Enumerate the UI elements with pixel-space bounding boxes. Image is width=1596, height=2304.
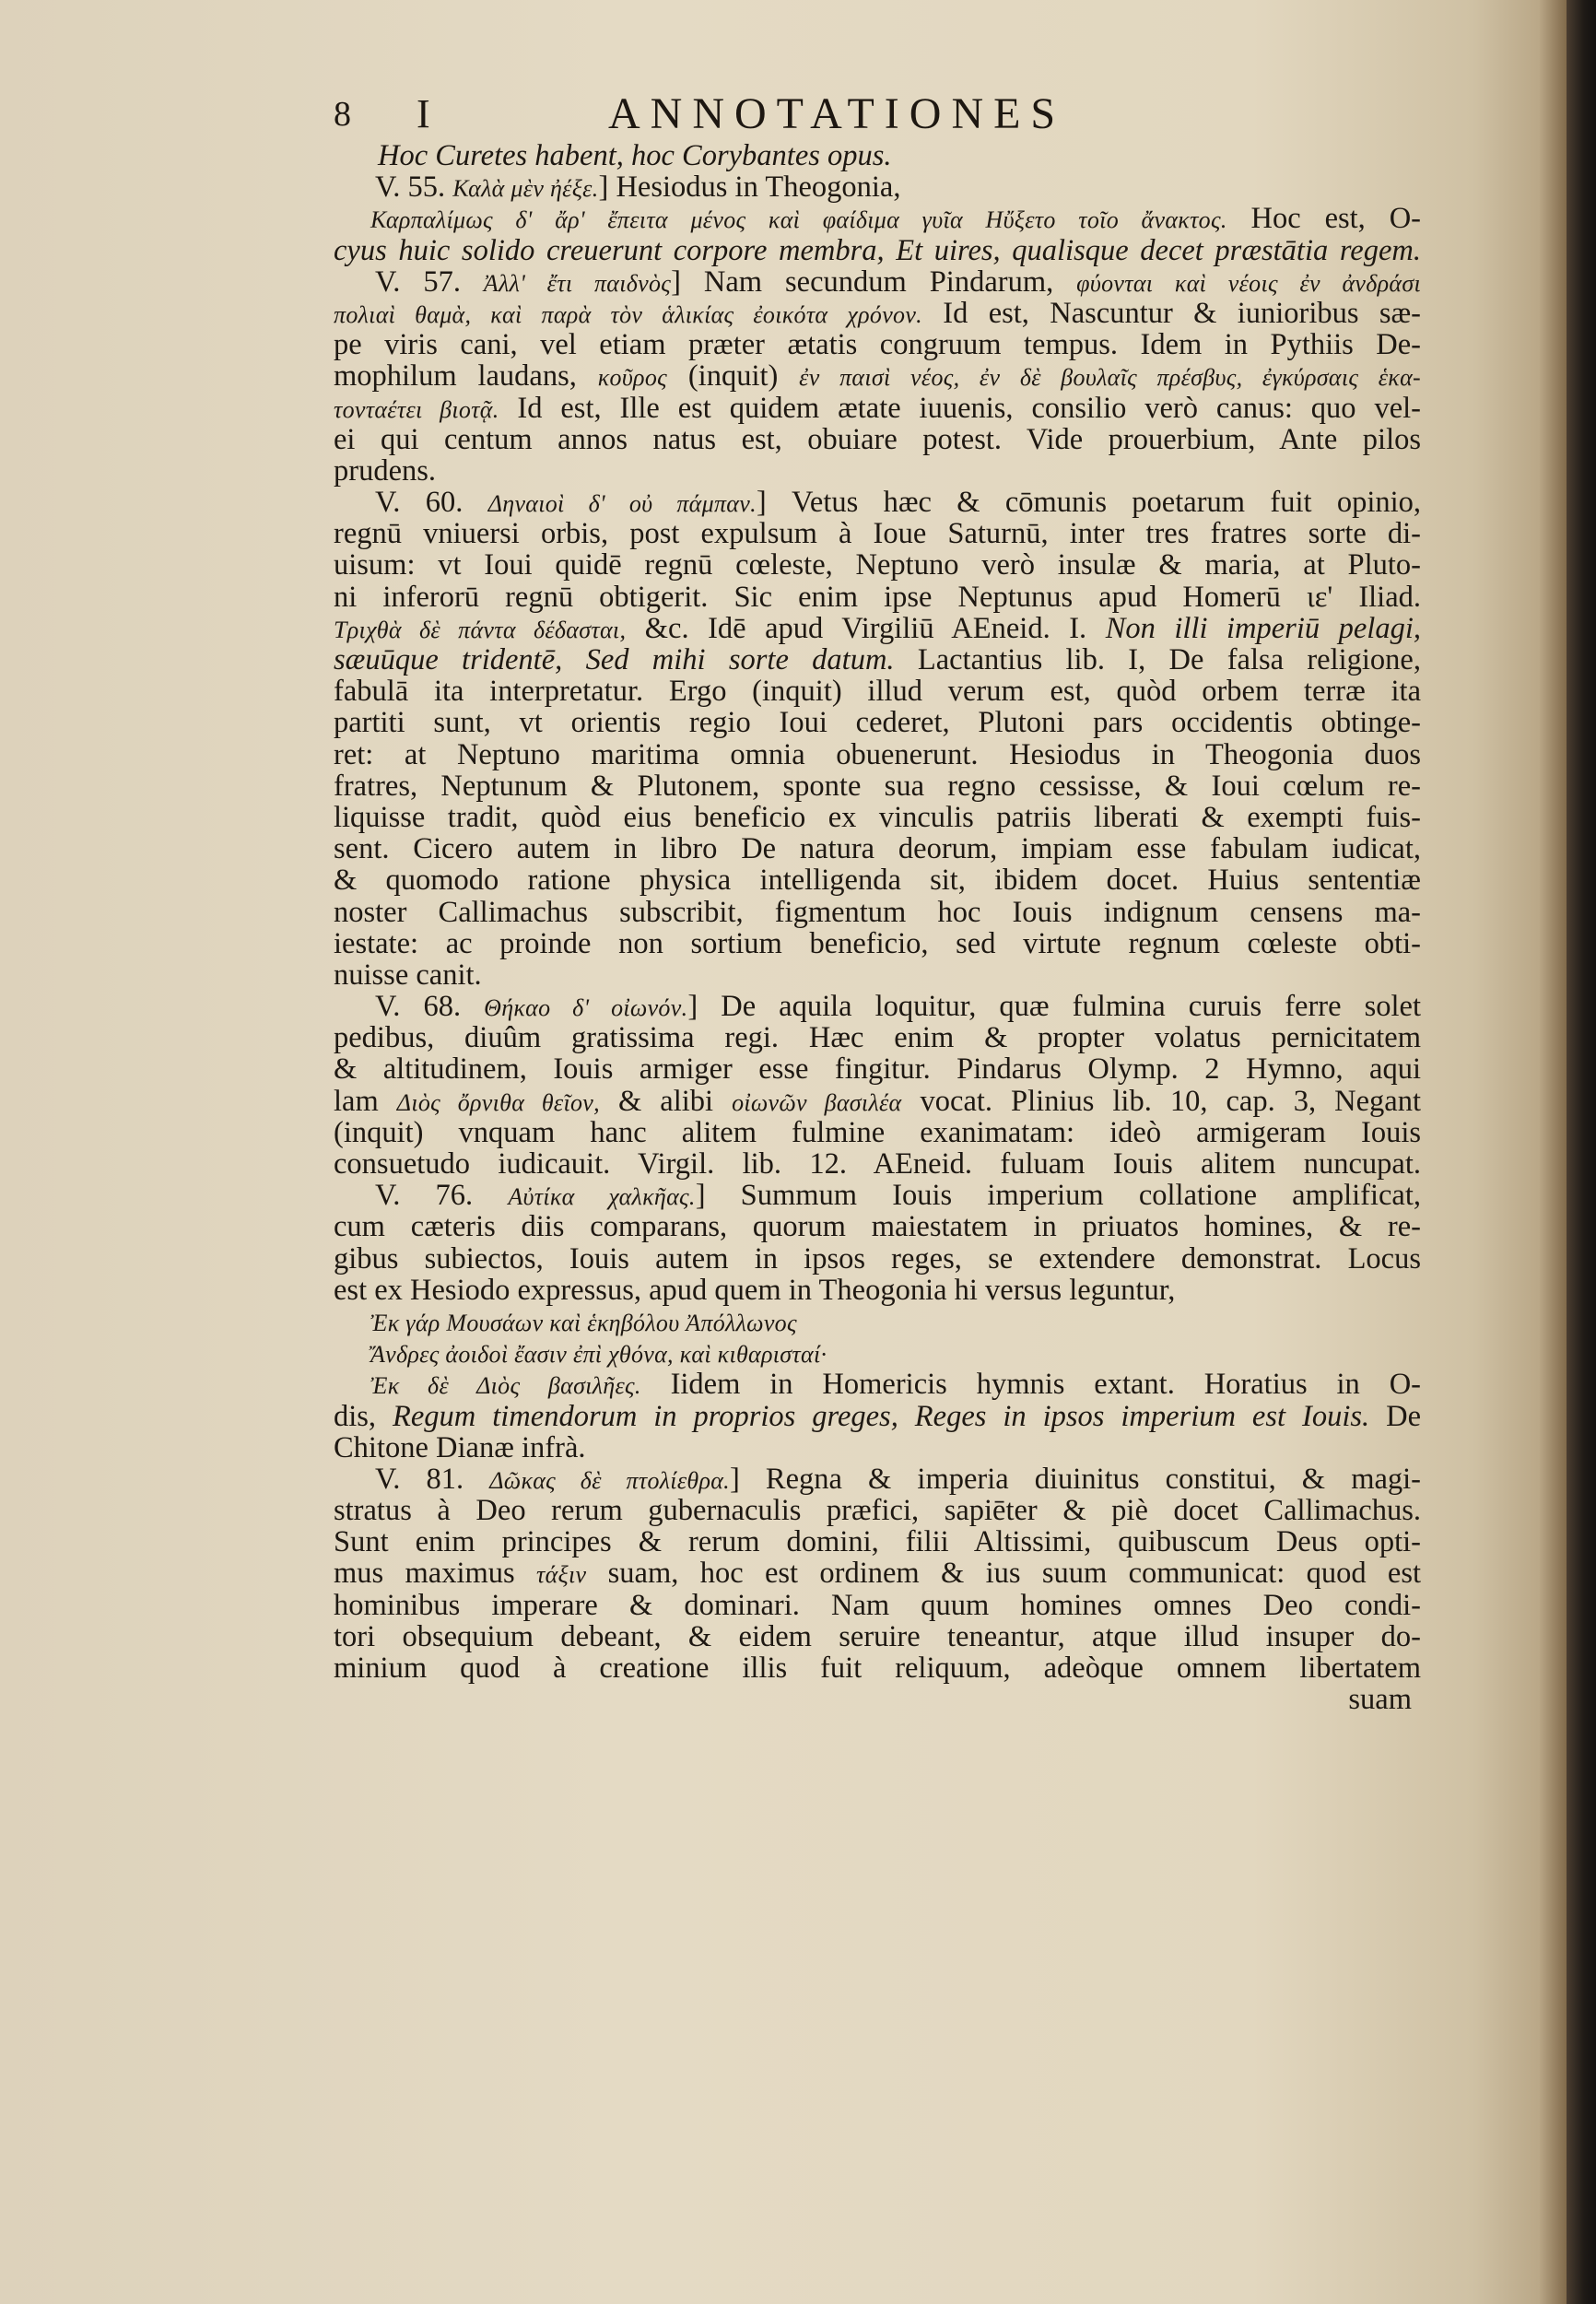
latin-text: ] Nam secundum Pindarum, (671, 264, 1077, 299)
latin-text: noster Callimachus subscribit, figmentum hoc Iouis indignum censens ma- (334, 895, 1421, 929)
latin-text: uisum: vt Ioui quidē regnū cœleste, Neptuno verò insulæ & maria, at Pluto- (334, 548, 1421, 582)
latin-text: minium quod à creatione illis fuit reliquum, adeòque omnem libertatem (334, 1652, 1421, 1685)
text-line (334, 1211, 1421, 1242)
text-line (334, 235, 1421, 266)
text-line (334, 1275, 1421, 1306)
text-line (334, 298, 1421, 329)
latin-italic-text: sæuūque tridentē, Sed mihi sorte datum. (334, 643, 895, 676)
text-line (334, 393, 1421, 424)
greek-text: Δῶκας δὲ πτολίεθρα. (489, 1466, 730, 1494)
text-line (334, 1464, 1421, 1495)
text-line (334, 1022, 1421, 1053)
text-line (334, 487, 1421, 518)
latin-text: fabulā ita interpretatur. Ergo (inquit) illud verum est, quòd orbem terræ ita (334, 675, 1421, 709)
text-line (334, 582, 1421, 613)
latin-text: Id est, Ille est quidem ætate iuuenis, consilio verò canus: quo vel- (499, 391, 1421, 425)
text-line (334, 833, 1421, 864)
latin-italic-text: cyus huic solido creuerunt corpore membra, Et uires, qualisque decet præstātia regem. (334, 233, 1421, 267)
text-line (334, 1243, 1421, 1275)
text-line (334, 1148, 1421, 1180)
latin-text: stratus à Deo rerum gubernaculis præfici, sapiēter & piè docet Callimachus. (334, 1494, 1421, 1528)
text-line (334, 928, 1421, 959)
text-line (334, 1369, 1421, 1400)
latin-text: mus maximus (334, 1557, 536, 1591)
text-line (334, 802, 1421, 833)
greek-text: ἐν παισὶ νέος, ἐν δὲ βουλαῖς πρέσβυς, ἐγκύρσαις ἑκα- (799, 364, 1421, 392)
page-edge (1567, 0, 1596, 2304)
text-line (334, 1621, 1421, 1652)
greek-text: τονταέτει βιοτᾷ. (334, 395, 499, 423)
text-line (334, 707, 1421, 738)
catchword: suam (1348, 1683, 1412, 1717)
latin-text: Hoc est, O- (1226, 202, 1422, 236)
latin-text: pedibus, diuûm gratissima regi. Hæc enim & propter volatus pernicitatem (334, 1021, 1421, 1055)
text-line (334, 455, 1421, 487)
latin-text: ] De aquila loquitur, quæ fulmina curuis ferre solet (687, 990, 1421, 1024)
greek-text: Θήκαο δ' οἰωνόν. (484, 994, 688, 1022)
latin-text: ] Vetus hæc & cōmunis poetarum fuit opinio, (756, 486, 1422, 520)
greek-text: Ἀλλ' ἔτι παιδνὸς (483, 269, 672, 297)
latin-text: V. 57. (375, 264, 484, 299)
latin-text: &c. Idē apud Virgiliū AEneid. I. (626, 611, 1106, 645)
latin-text: pe viris cani, vel etiam præter ætatis congruum tempus. Idem in Pythiis De- (334, 328, 1421, 362)
latin-text: liquisse tradit, quòd eius beneficio ex vinculis patriis liberati & exempti fuis- (334, 800, 1421, 834)
latin-text: ] Regna & imperia diuinitus constitui, & magi- (729, 1462, 1421, 1496)
latin-text: (inquit) (666, 359, 800, 394)
latin-italic-text: Regum timendorum in proprios greges, (393, 1399, 898, 1433)
latin-italic-text: Reges in ipsos imperium est Iouis. (914, 1399, 1370, 1433)
latin-text: ] Hesiodus in Theogonia, (598, 170, 901, 205)
latin-text: & alibi (599, 1084, 733, 1118)
text-line (334, 1180, 1421, 1211)
latin-text: hominibus imperare & dominari. Nam quum homines omnes Deo condi- (334, 1588, 1421, 1622)
catchword-line (334, 1684, 1421, 1715)
text-line (334, 549, 1421, 581)
text-line (334, 1053, 1421, 1085)
text-line (334, 1558, 1421, 1589)
greek-text: Διὸς ὄρνιθα θεῖον, (396, 1088, 600, 1116)
text-line (334, 1652, 1421, 1684)
latin-text: suam, hoc est ordinem & ius suum communicat: quod est (586, 1557, 1421, 1591)
latin-text: V. 55. (375, 170, 453, 205)
text-line (334, 959, 1421, 991)
text-line (334, 739, 1421, 770)
text-line (334, 644, 1421, 676)
greek-text: Ἄνδρες ἀοιδοὶ ἔασιν ἐπὶ χθόνα, καὶ κιθαρισταί· (370, 1341, 827, 1369)
text-line (334, 1432, 1421, 1464)
text-line (334, 1086, 1421, 1117)
greek-text: πολιαὶ θαμὰ, καὶ παρὰ τὸν ἁλικίας ἐοικότα χρόνον. (334, 300, 922, 328)
latin-text: fratres, Neptunum & Plutonem, sponte sua regno cessisse, & Ioui cœlum re- (334, 769, 1421, 803)
latin-text (898, 1400, 915, 1433)
running-title: ANNOTATIONES (608, 89, 1066, 138)
latin-text: gibus subiectos, Iouis autem in ipsos reges, se extendere demonstrat. Locus (334, 1241, 1421, 1275)
text-line (334, 1306, 1421, 1337)
greek-text: φύονται καὶ νέοις ἐν ἀνδράσι (1076, 269, 1421, 297)
text-line (334, 770, 1421, 802)
text-line (334, 897, 1421, 928)
latin-text: mophilum laudans, (334, 359, 598, 394)
latin-text: nuisse canit. (334, 958, 482, 992)
latin-text: consuetudo iudicauit. Virgil. lib. 12. AEneid. fuluam Iouis alitem nuncupat. (334, 1147, 1421, 1181)
latin-text: iestate: ac proinde non sortium beneficio, sed virtute regnum cœleste obti- (334, 926, 1421, 960)
latin-text: ni inferorū regnū obtigerit. Sic enim ipse Neptunus apud Homerū ιε' Iliad. (334, 580, 1421, 614)
greek-text: Καλὰ μὲν ἠέξε. (452, 175, 599, 203)
latin-text: Chitone Dianæ infrà. (334, 1430, 586, 1464)
latin-text: V. 76. (375, 1179, 509, 1213)
latin-text: lam (334, 1084, 397, 1118)
text-line (334, 360, 1421, 392)
text-line (334, 266, 1421, 298)
latin-text: & altitudinem, Iouis armiger esse fingitur. Pindarus Olymp. 2 Hymno, aqui (334, 1052, 1421, 1087)
text-line (334, 1590, 1421, 1621)
latin-text: prudens. (334, 453, 437, 488)
greek-text: τάξιν (535, 1561, 587, 1589)
latin-text: & quomodo ratione physica intelligenda sit, ibidem docet. Huius sententiæ (334, 864, 1421, 898)
latin-text: sent. Cicero autem in libro De natura deorum, impiam esse fabulam iudicat, (334, 832, 1421, 866)
body-text (334, 140, 1421, 1715)
text-line (334, 864, 1421, 896)
latin-text: tori obsequium debeant, & eidem seruire teneantur, atque illud insuper do- (334, 1619, 1421, 1653)
latin-text: Id est, Nascuntur & iunioribus sæ- (921, 296, 1421, 330)
latin-text: cum cæteris diis comparans, quorum maiestatem in priuatos homines, & re- (334, 1210, 1421, 1244)
latin-text: (inquit) vnquam hanc alitem fulmine exanimatam: ideò armigeram Iouis (334, 1115, 1421, 1149)
greek-text: Ἐκ δὲ Διὸς βασιλῆες. (370, 1372, 641, 1400)
text-line (334, 991, 1421, 1022)
greek-text: κοῦρος (597, 364, 667, 392)
greek-text: Τριχθὰ δὲ πάντα δέδασται, (334, 616, 627, 643)
margin-mark: I (417, 91, 430, 136)
latin-text: est ex Hesiodo expressus, apud quem in Theogonia hi versus leguntur, (334, 1273, 1176, 1307)
page-header (334, 88, 1439, 144)
greek-text: Αὐτίκα χαλκῆας. (508, 1183, 696, 1211)
text-line (334, 518, 1421, 549)
text-line (334, 329, 1421, 360)
text-line (334, 424, 1421, 455)
latin-text: Lactantius lib. I, De falsa religione, (894, 643, 1421, 676)
greek-text: οἰωνῶν βασιλέα (732, 1088, 902, 1116)
text-line (334, 1401, 1421, 1432)
text-line (334, 140, 1421, 171)
latin-text: partiti sunt, vt orientis regio Ioui cederet, Plutoni pars occidentis obtinge- (334, 706, 1421, 740)
latin-text: Iidem in Homericis hymnis extant. Horatius in O- (640, 1368, 1421, 1402)
greek-text: Ἐκ γάρ Μουσάων καὶ ἑκηβόλου Ἀπόλλωνος (370, 1309, 797, 1336)
text-line (334, 676, 1421, 707)
latin-text: V. 81. (375, 1462, 490, 1496)
latin-text: regnū vniuersi orbis, post expulsum à Ioue Saturnū, inter tres fratres sorte di- (334, 517, 1421, 551)
latin-italic-text: Non illi imperiū pelagi, (1105, 611, 1421, 645)
latin-text: ei qui centum annos natus est, obuiare potest. Vide prouerbium, Ante pilos (334, 422, 1421, 456)
text-line (334, 613, 1421, 644)
latin-text: V. 60. (375, 486, 488, 520)
text-line (334, 1117, 1421, 1148)
latin-text: ret: at Neptuno maritima omnia obuenerunt. Hesiodus in Theogonia duos (334, 737, 1421, 771)
latin-text: vocat. Plinius lib. 10, cap. 3, Negant (901, 1084, 1422, 1118)
watermark (1355, 2219, 1359, 2239)
text-line (334, 1337, 1421, 1369)
latin-italic-text: Hoc Curetes habent, hoc Corybantes opus. (378, 139, 892, 172)
greek-text: Καρπαλίμως δ' ἄρ' ἔπειτα μένος καὶ φαίδιμα γυῖα Ηὔξετο τοῖο ἄνακτος. (370, 206, 1227, 234)
latin-text: Sunt enim principes & rerum domini, filii Altissimi, quibuscum Deus opti- (334, 1525, 1421, 1559)
latin-text: ] Summum Iouis imperium collatione amplificat, (695, 1179, 1421, 1213)
latin-text: V. 68. (375, 990, 485, 1024)
text-line (334, 1495, 1421, 1526)
folio-number: 8 (334, 95, 351, 134)
text-line (334, 1526, 1421, 1558)
greek-text: Δηναιοὶ δ' οὐ πάμπαν. (487, 490, 757, 518)
latin-text: De (1369, 1399, 1422, 1433)
text-line (334, 171, 1421, 203)
latin-text: dis, (334, 1399, 393, 1433)
text-line (334, 203, 1421, 234)
